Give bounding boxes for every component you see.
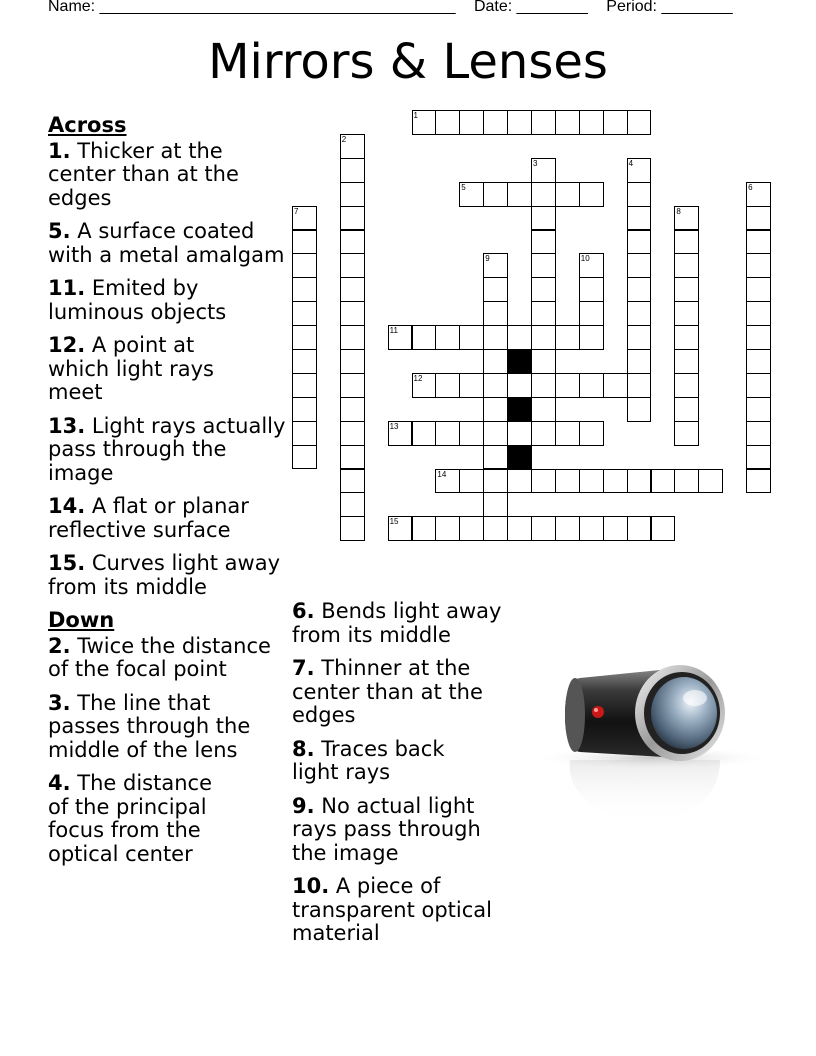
black-square: [507, 349, 532, 374]
crossword-cell[interactable]: [435, 421, 460, 446]
black-square: [507, 445, 532, 470]
clue-number: 7.: [292, 656, 315, 680]
clue-text: Emited by luminous objects: [48, 276, 227, 324]
clue-number-label: 15: [389, 517, 399, 527]
crossword-cell[interactable]: [340, 301, 365, 326]
crossword-cell[interactable]: [579, 301, 604, 326]
clue-number: 14.: [48, 494, 86, 518]
crossword-cell[interactable]: [555, 469, 580, 494]
crossword-cell[interactable]: [746, 469, 771, 494]
crossword-cell[interactable]: [746, 253, 771, 278]
clue-down-7: [292, 657, 512, 728]
crossword-cell[interactable]: [746, 349, 771, 374]
camera-lens-icon: [530, 640, 775, 840]
crossword-cell[interactable]: [531, 206, 556, 231]
crossword-cell[interactable]: [627, 182, 652, 207]
crossword-cell[interactable]: [292, 277, 317, 302]
clue-number: 6.: [292, 599, 315, 623]
clue-down-4: [48, 772, 238, 866]
crossword-cell[interactable]: [507, 421, 532, 446]
clue-number-label: 8: [676, 206, 681, 216]
clue-down-2: [48, 635, 288, 682]
clue-text: A point at which light rays meet: [48, 333, 214, 404]
crossword-cell[interactable]: [531, 253, 556, 278]
crossword-cell[interactable]: [746, 206, 771, 231]
crossword-cell[interactable]: [340, 277, 365, 302]
crossword-cell[interactable]: [459, 516, 484, 541]
crossword-cell[interactable]: [435, 373, 460, 398]
clue-text: Light rays actually pass through the image: [48, 413, 286, 485]
crossword-cell[interactable]: [292, 445, 317, 470]
clue-number-label: 12: [413, 373, 423, 383]
crossword-cell[interactable]: [340, 421, 365, 446]
crossword-cell[interactable]: [579, 373, 604, 398]
clue-text: A flat or planar reflective surface: [48, 494, 249, 542]
crossword-cell[interactable]: [627, 469, 652, 494]
crossword-cell[interactable]: [507, 325, 532, 350]
clues-middle-column: [292, 600, 527, 956]
clue-across-14: [48, 495, 288, 542]
clue-text: The line that passes through the middle of the lens: [48, 690, 251, 762]
crossword-cell[interactable]: [340, 253, 365, 278]
clue-number: 10.: [292, 874, 330, 898]
crossword-cell[interactable]: [531, 469, 556, 494]
clue-number: 4.: [48, 771, 71, 795]
clue-number: 2.: [48, 633, 71, 658]
crossword-cell[interactable]: [435, 325, 460, 350]
crossword-cell[interactable]: [507, 516, 532, 541]
crossword-cell[interactable]: [746, 230, 771, 255]
clue-number-label: 7: [294, 206, 299, 216]
clue-text: A piece of transparent optical material: [292, 874, 492, 945]
crossword-cell[interactable]: [507, 373, 532, 398]
crossword-cell[interactable]: [627, 301, 652, 326]
crossword-cell[interactable]: [483, 182, 508, 207]
crossword-cell[interactable]: [340, 445, 365, 470]
crossword-cell[interactable]: [746, 325, 771, 350]
clue-number: 9.: [292, 793, 315, 818]
crossword-cell[interactable]: [746, 301, 771, 326]
clue-down-3: [48, 692, 288, 763]
crossword-cell[interactable]: [651, 469, 676, 494]
crossword-cell[interactable]: [483, 421, 508, 446]
across-heading: Across: [48, 113, 127, 137]
clue-text: Thinner at the center than at the edges: [292, 656, 483, 727]
clue-text: Curves light away from its middle: [48, 551, 281, 599]
crossword-cell[interactable]: [555, 110, 580, 135]
crossword-cell[interactable]: [292, 325, 317, 350]
crossword-cell[interactable]: [412, 421, 437, 446]
crossword-cell[interactable]: [483, 277, 508, 302]
crossword-cell[interactable]: [579, 325, 604, 350]
crossword-cell[interactable]: [555, 516, 580, 541]
crossword-cell[interactable]: [603, 110, 628, 135]
crossword-cell[interactable]: [531, 110, 556, 135]
crossword-cell[interactable]: [674, 253, 699, 278]
crossword-cell[interactable]: [412, 325, 437, 350]
crossword-cell[interactable]: [746, 421, 771, 446]
clue-number-label: 3: [533, 158, 538, 168]
crossword-cell[interactable]: [555, 182, 580, 207]
crossword-cell[interactable]: [531, 397, 556, 422]
clue-across-11: [48, 277, 248, 324]
crossword-cell[interactable]: [674, 469, 699, 494]
crossword-cell[interactable]: [674, 349, 699, 374]
crossword-cell[interactable]: [483, 397, 508, 422]
crossword-cell[interactable]: [340, 373, 365, 398]
crossword-cell[interactable]: [746, 445, 771, 470]
crossword-cell[interactable]: [340, 206, 365, 231]
crossword-cell[interactable]: [292, 373, 317, 398]
down-heading: Down: [48, 608, 115, 632]
crossword-cell[interactable]: [507, 469, 532, 494]
clue-number-label: 13: [389, 421, 399, 431]
clue-text: Twice the distance of the focal point: [48, 633, 271, 681]
clue-across-15: [48, 552, 288, 599]
crossword-cell[interactable]: [483, 110, 508, 135]
crossword-cell[interactable]: [459, 110, 484, 135]
crossword-cell[interactable]: [627, 253, 652, 278]
crossword-cell[interactable]: [531, 277, 556, 302]
crossword-cell[interactable]: [698, 469, 723, 494]
clue-text: A surface coated with a metal amalgam: [48, 219, 285, 267]
crossword-cell[interactable]: [531, 301, 556, 326]
clue-number: 8.: [292, 736, 315, 761]
period-field-label[interactable]: Period: ________: [606, 0, 733, 15]
crossword-cell[interactable]: [579, 182, 604, 207]
crossword-cell[interactable]: [340, 158, 365, 183]
crossword-cell[interactable]: [579, 277, 604, 302]
clue-number-label: 9: [485, 254, 490, 264]
crossword-cell[interactable]: [674, 301, 699, 326]
crossword-cell[interactable]: [555, 421, 580, 446]
crossword-cell[interactable]: [674, 373, 699, 398]
clue-text: No actual light rays pass through the image: [292, 793, 481, 865]
clue-number-label: 2: [341, 134, 347, 144]
clue-number-label: 14: [437, 469, 447, 479]
crossword-cell[interactable]: [340, 492, 365, 517]
clue-across-12: [48, 334, 238, 405]
crossword-cell[interactable]: [531, 182, 556, 207]
crossword-cell[interactable]: [340, 182, 365, 207]
crossword-cell[interactable]: [531, 516, 556, 541]
crossword-cell[interactable]: [459, 421, 484, 446]
crossword-cell[interactable]: [340, 349, 365, 374]
crossword-cell[interactable]: [627, 325, 652, 350]
crossword-cell[interactable]: [627, 349, 652, 374]
clue-text: Thicker at the center than at the edges: [48, 138, 239, 210]
clue-down-10: [292, 875, 512, 946]
clue-text: The distance of the principal focus from the optical center: [48, 771, 212, 866]
crossword-cell[interactable]: [340, 230, 365, 255]
crossword-cell[interactable]: [531, 421, 556, 446]
clue-number-label: 5: [461, 182, 466, 192]
crossword-cell[interactable]: [603, 469, 628, 494]
crossword-cell[interactable]: [483, 445, 508, 470]
crossword-cell[interactable]: [483, 301, 508, 326]
crossword-cell[interactable]: [459, 373, 484, 398]
crossword-cell[interactable]: [651, 516, 676, 541]
clue-number: 5.: [48, 219, 71, 243]
page-title: Mirrors & Lenses: [208, 34, 608, 90]
clue-number: 1.: [48, 138, 71, 163]
crossword-cell[interactable]: [340, 397, 365, 422]
crossword-cell[interactable]: [483, 516, 508, 541]
crossword-cell[interactable]: [627, 277, 652, 302]
clue-down-8: [292, 738, 472, 785]
clue-number-label: 11: [389, 326, 398, 336]
crossword-cell[interactable]: [674, 421, 699, 446]
crossword-cell[interactable]: [603, 516, 628, 541]
crossword-cell[interactable]: [340, 469, 365, 494]
crossword-cell[interactable]: [627, 373, 652, 398]
crossword-cell[interactable]: [674, 230, 699, 255]
clue-number-label: 4: [628, 158, 634, 168]
crossword-cell[interactable]: [555, 325, 580, 350]
crossword-cell[interactable]: [531, 373, 556, 398]
crossword-cell[interactable]: [483, 349, 508, 374]
clue-down-9: [292, 795, 502, 866]
crossword-cell[interactable]: [579, 421, 604, 446]
crossword-cell[interactable]: [483, 492, 508, 517]
crossword-cell[interactable]: [746, 277, 771, 302]
crossword-cell[interactable]: [292, 421, 317, 446]
crossword-cell[interactable]: [292, 397, 317, 422]
crossword-cell[interactable]: [507, 110, 532, 135]
clue-text: Bends light away from its middle: [292, 599, 502, 647]
clue-number-label: 6: [748, 182, 753, 192]
crossword-cell[interactable]: [627, 230, 652, 255]
crossword-cell[interactable]: [579, 516, 604, 541]
crossword-cell[interactable]: [292, 349, 317, 374]
header-fields: [48, 0, 747, 16]
clue-number-label: 10: [580, 254, 590, 264]
crossword-cell[interactable]: [746, 373, 771, 398]
crossword-cell[interactable]: [459, 325, 484, 350]
crossword-cell[interactable]: [292, 253, 317, 278]
clue-number: 12.: [48, 333, 86, 357]
clue-across-5: [48, 220, 288, 267]
crossword-cell[interactable]: [435, 110, 460, 135]
name-field-label[interactable]: Name: ________________________________________: [48, 0, 456, 15]
crossword-cell[interactable]: [555, 373, 580, 398]
clue-down-6: [292, 600, 527, 647]
crossword-cell[interactable]: [483, 373, 508, 398]
clue-number: 11.: [48, 276, 86, 300]
crossword-cell[interactable]: [507, 182, 532, 207]
crossword-cell[interactable]: [292, 301, 317, 326]
clue-number: 3.: [48, 690, 71, 715]
crossword-cell[interactable]: [292, 230, 317, 255]
crossword-cell[interactable]: [579, 469, 604, 494]
crossword-cell[interactable]: [340, 325, 365, 350]
crossword-cell[interactable]: [627, 110, 652, 135]
crossword-cell[interactable]: [531, 230, 556, 255]
black-square: [507, 397, 532, 422]
crossword-cell[interactable]: [603, 373, 628, 398]
crossword-cell[interactable]: [579, 110, 604, 135]
crossword-cell[interactable]: [531, 349, 556, 374]
crossword-cell[interactable]: [627, 516, 652, 541]
clue-number: 13.: [48, 413, 86, 438]
clue-number: 15.: [48, 551, 86, 575]
crossword-cell[interactable]: [412, 516, 437, 541]
crossword-cell[interactable]: [674, 277, 699, 302]
crossword-cell[interactable]: [531, 325, 556, 350]
crossword-cell[interactable]: [746, 397, 771, 422]
crossword-cell[interactable]: [459, 469, 484, 494]
clue-across-13: [48, 415, 288, 486]
crossword-cell[interactable]: [627, 206, 652, 231]
crossword-cell[interactable]: [435, 516, 460, 541]
crossword-cell[interactable]: [483, 469, 508, 494]
crossword-cell[interactable]: [674, 325, 699, 350]
crossword-cell[interactable]: [340, 516, 365, 541]
crossword-cell[interactable]: [483, 325, 508, 350]
clues-left-column: [48, 114, 288, 876]
date-field-label[interactable]: Date: ________: [473, 0, 588, 15]
crossword-cell[interactable]: [627, 397, 652, 422]
clue-text: Traces back light rays: [292, 736, 445, 784]
clue-number-label: 1: [413, 111, 418, 120]
crossword-cell[interactable]: [674, 397, 699, 422]
clue-across-1: [48, 140, 288, 211]
